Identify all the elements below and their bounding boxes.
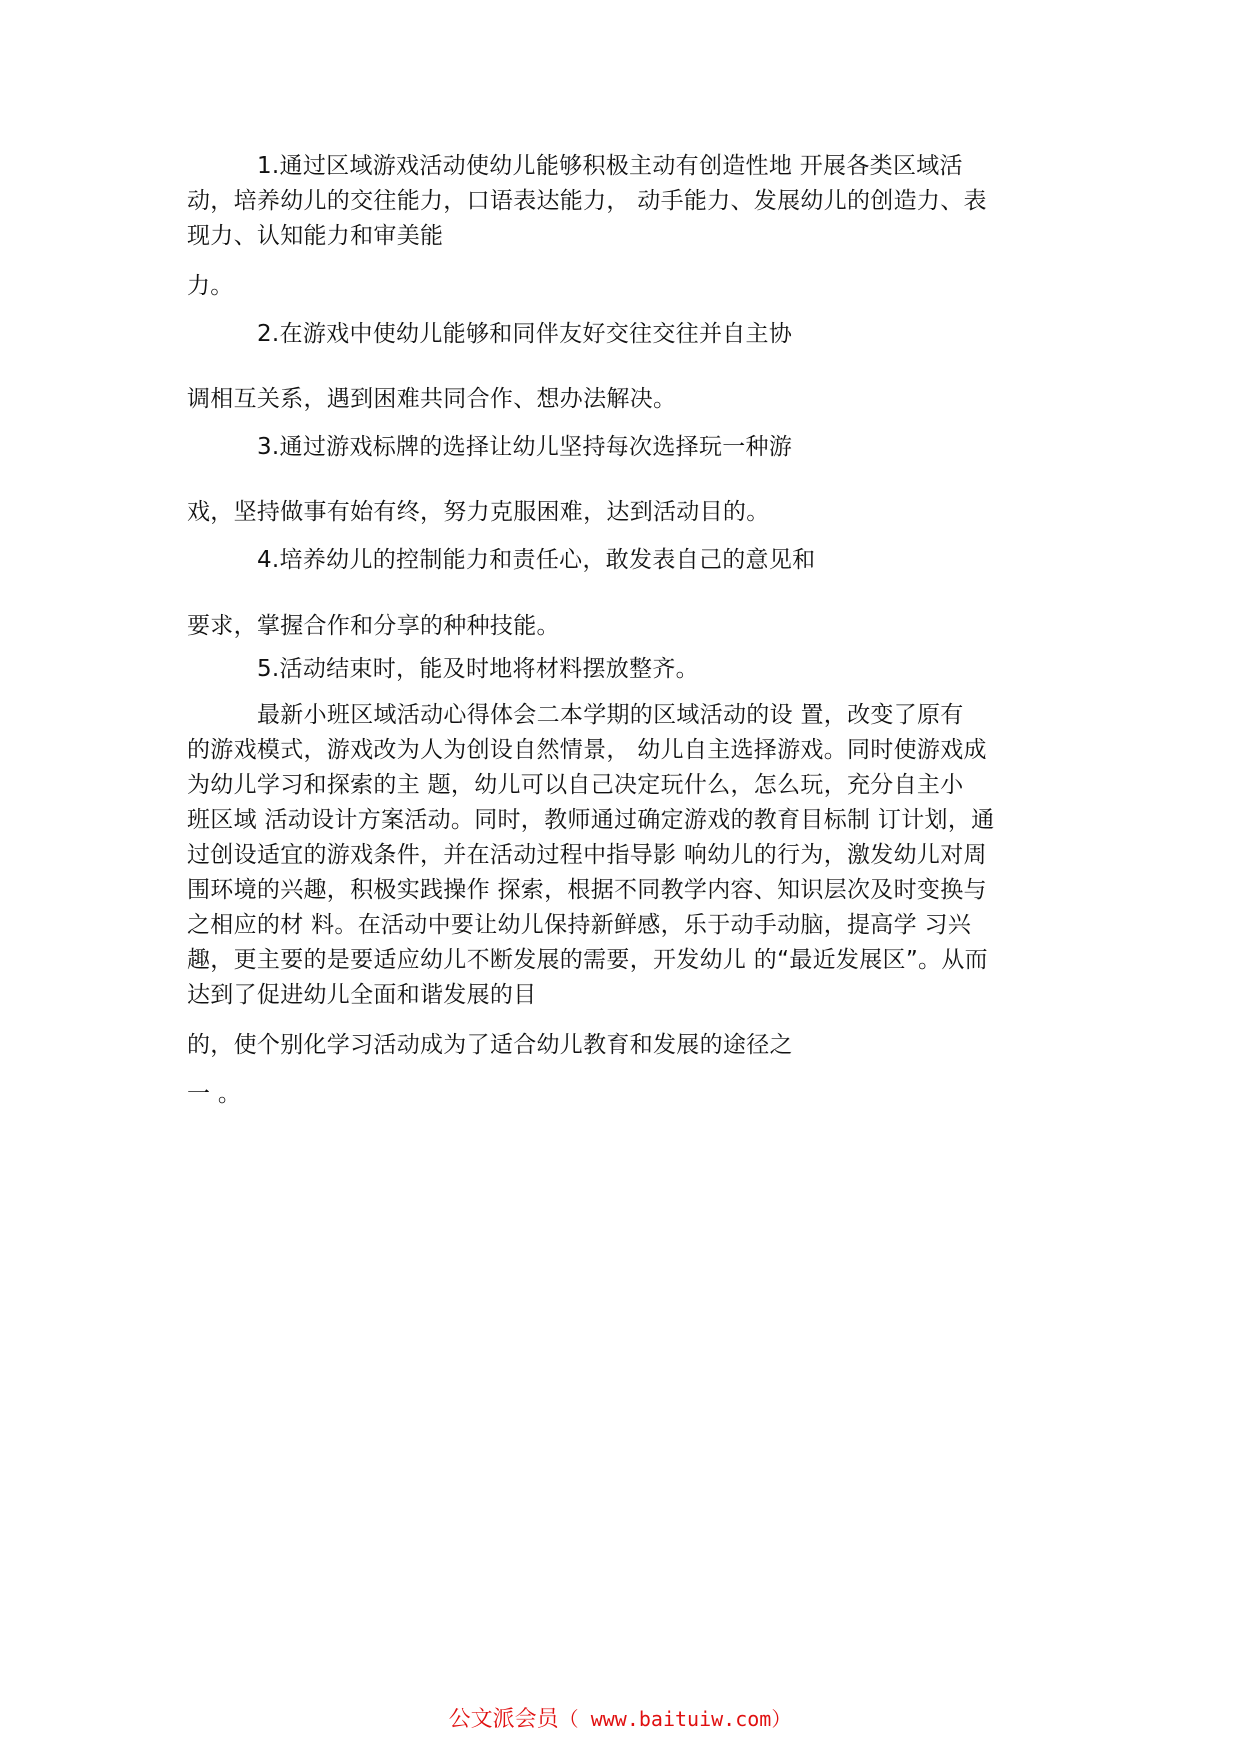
text-line: 2.在游戏中使幼儿能够和同伴友好交往交往并自主协	[257, 321, 793, 347]
text-line: 最新小班区域活动心得体会二本学期的区域活动的设 置，改变了原有	[257, 702, 964, 728]
text-line: 调相互关系，遇到困难共同合作、想办法解决。	[187, 386, 677, 412]
text-line: 为幼儿学习和探索的主 题，幼儿可以自己决定玩什么，怎么玩，充分自主小	[187, 772, 964, 798]
text-line: 3.通过游戏标牌的选择让幼儿坚持每次选择玩一种游	[257, 434, 793, 460]
text-line: 趣，更主要的是要适应幼儿不断发展的需要，开发幼儿 的“最近发展区”。从而	[187, 947, 988, 973]
text-line: 达到了促进幼儿全面和谐发展的目	[187, 982, 537, 1008]
text-line: 围环境的兴趣，积极实践操作 探索，根据不同教学内容、知识层次及时变换与	[187, 877, 987, 903]
text-line: 之相应的材 料。在活动中要让幼儿保持新鲜感，乐于动手动脑，提高学 习兴	[187, 912, 972, 938]
text-line: 1.通过区域游戏活动使幼儿能够积极主动有创造性地 开展各类区域活	[257, 153, 963, 179]
text-line: 要求，掌握合作和分享的种种技能。	[187, 613, 560, 639]
text-line: 过创设适宜的游戏条件，并在活动过程中指导影 响幼儿的行为，激发幼儿对周	[187, 842, 987, 868]
text-line: 一 。	[187, 1081, 242, 1107]
text-line: 现力、认知能力和审美能	[187, 223, 444, 249]
footer-brand: 公文派会员	[448, 1707, 559, 1732]
text-line: 动，培养幼儿的交往能力，口语表达能力， 动手能力、发展幼儿的创造力、表	[187, 188, 987, 214]
footer-watermark	[0, 1705, 1240, 1734]
text-line: 班区域 活动设计方案活动。同时，教师通过确定游戏的教育目标制 订计划，通	[187, 807, 995, 833]
footer-url[interactable]: （ www.baituiw.com）	[558, 1707, 792, 1731]
text-line: 5.活动结束时，能及时地将材料摆放整齐。	[257, 656, 699, 682]
text-line: 戏，坚持做事有始有终，努力克服困难，达到活动目的。	[187, 499, 770, 525]
text-line: 的游戏模式，游戏改为人为创设自然情景， 幼儿自主选择游戏。同时使游戏成	[187, 737, 987, 763]
text-line: 的，使个别化学习活动成为了适合幼儿教育和发展的途径之	[187, 1032, 793, 1058]
text-line: 4.培养幼儿的控制能力和责任心，敢发表自己的意见和	[257, 547, 816, 573]
text-line: 力。	[187, 273, 234, 299]
